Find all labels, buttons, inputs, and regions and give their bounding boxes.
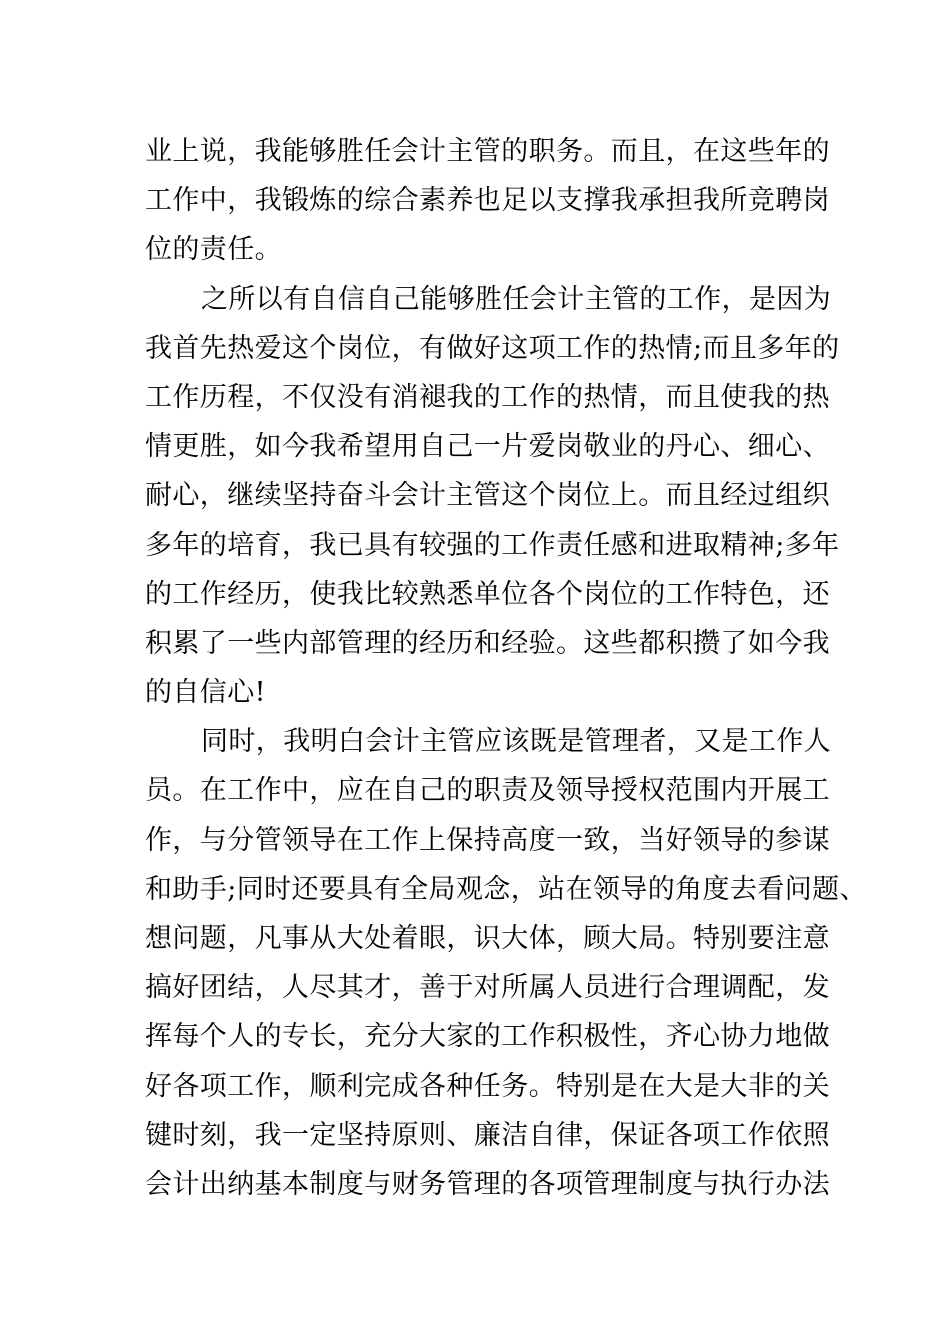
- text-line: 挥每个人的专长，充分大家的工作积极性，齐心协力地做: [145, 1021, 830, 1053]
- text-line: 情更胜，如今我希望用自己一片爱岗敬业的丹心、细心、: [145, 431, 830, 463]
- text-line: 耐心，继续坚持奋斗会计主管这个岗位上。而且经过组织: [145, 480, 830, 512]
- text-line: 搞好团结，人尽其才，善于对所属人员进行合理调配，发: [145, 972, 830, 1004]
- text-line: 多年的培育，我已具有较强的工作责任感和进取精神;多年: [145, 529, 840, 561]
- text-line: 想问题，凡事从大处着眼，识大体，顾大局。特别要注意: [145, 923, 830, 954]
- text-line: 积累了一些内部管理的经历和经验。这些都积攒了如今我: [145, 627, 830, 659]
- text-line: 位的责任。: [145, 234, 282, 266]
- text-line: 和助手;同时还要具有全局观念，站在领导的角度去看问题、: [145, 873, 867, 905]
- paragraph-start-line: 同时，我明白会计主管应该既是管理者，又是工作人: [201, 726, 832, 758]
- text-line: 会计出纳基本制度与财务管理的各项管理制度与执行办法: [145, 1168, 830, 1200]
- text-line: 的工作经历，使我比较熟悉单位各个岗位的工作特色，还: [145, 578, 830, 610]
- text-line: 键时刻，我一定坚持原则、廉洁自律，保证各项工作依照: [145, 1119, 830, 1151]
- document-body: [145, 127, 867, 1209]
- text-line: 工作中，我锻炼的综合素养也足以支撑我承担我所竞聘岗: [145, 185, 830, 217]
- text-line: 员。在工作中，应在自己的职责及领导授权范围内开展工: [145, 775, 830, 807]
- text-line: 作，与分管领导在工作上保持高度一致，当好领导的参谋: [145, 824, 830, 856]
- text-line: 我首先热爱这个岗位，有做好这项工作的热情;而且多年的: [145, 332, 840, 364]
- paragraph-start-line: 之所以有自信自己能够胜任会计主管的工作，是因为: [201, 283, 832, 315]
- text-line: 业上说，我能够胜任会计主管的职务。而且，在这些年的: [145, 136, 830, 167]
- text-line: 的自信心!: [145, 677, 266, 709]
- text-line: 工作历程，不仅没有消褪我的工作的热情，而且使我的热: [145, 381, 830, 413]
- text-line: 好各项工作，顺利完成各种任务。特别是在大是大非的关: [145, 1070, 830, 1102]
